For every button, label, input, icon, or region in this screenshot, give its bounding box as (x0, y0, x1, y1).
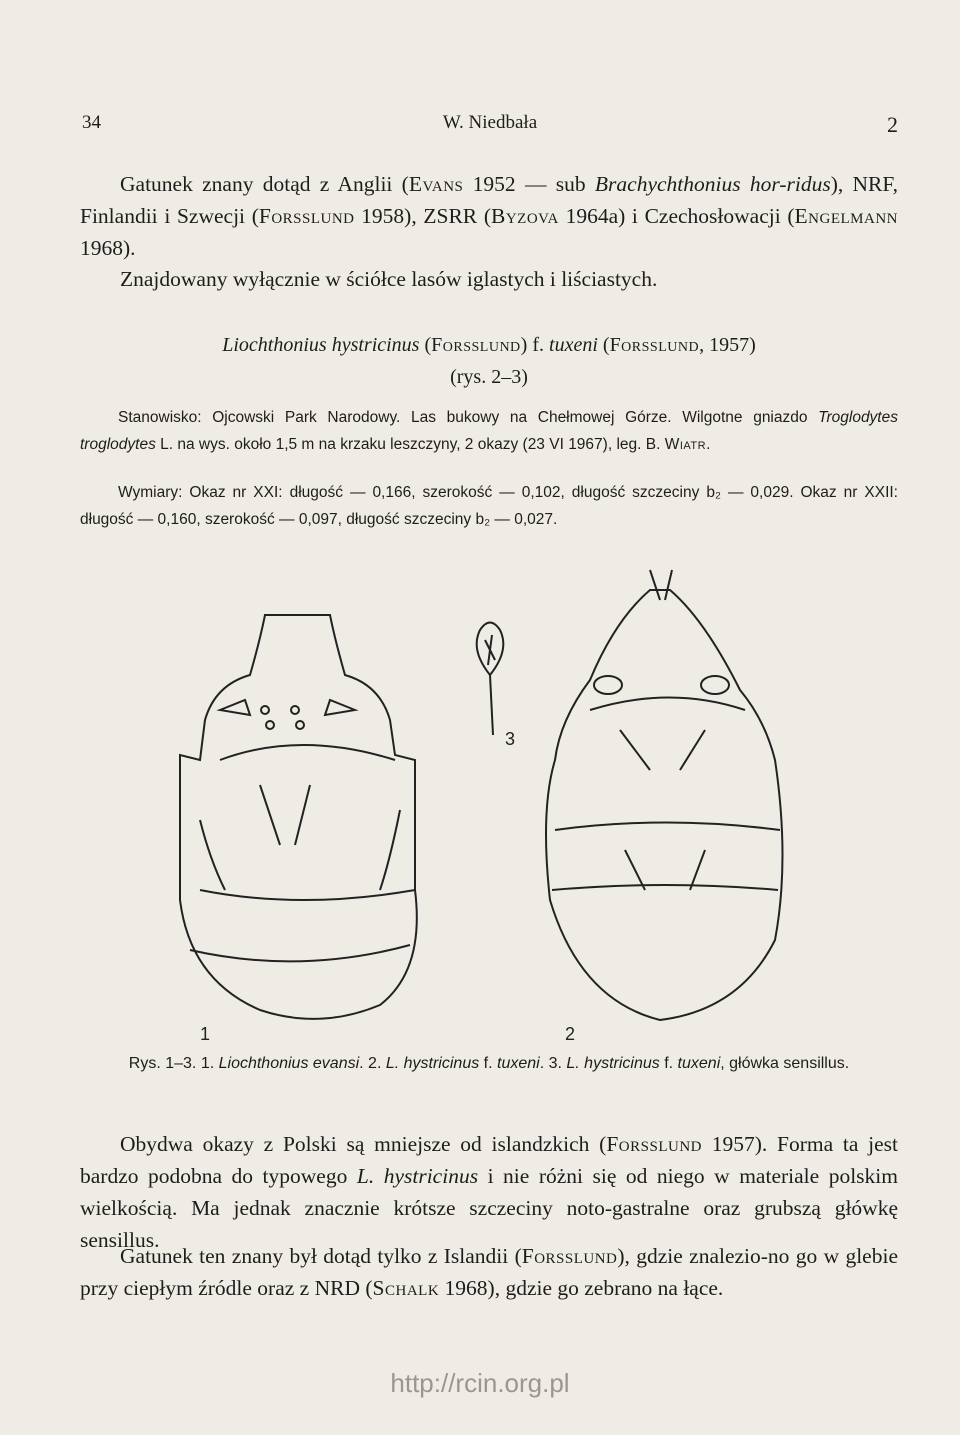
mite-1-drawing (180, 615, 417, 1019)
figure-reference: (rys. 2–3) (450, 366, 528, 388)
locality-paragraph: Stanowisko: Ojcowski Park Narodowy. Las bukowy na Chełmowej Górze. Wilgotne gniazdo Troglodytes troglodytes L. na wys. około 1,5 m na krzaku leszczyny, 2 okazy (23 VI 1967), leg. B. Wiatr. (80, 409, 898, 453)
discussion-paragraph-1: Obydwa okazy z Polski są mniejsze od islandzkich (Forsslund 1957). Forma ta jest bardzo podobna do typowego L. hystricinus i nie różni się od niego w materiale polskim wielkością. Ma jednak znacznie krótsze szczeciny noto-gastralne oraz grubszą główkę sensillus. (80, 1132, 898, 1252)
discussion-paragraph-2: Gatunek ten znany był dotąd tylko z Islandii (Forsslund), gdzie znalezio-no go w glebie przy ciepłym źródle oraz z NRD (Schalk 1968), gdzie go zebrano na łące. (80, 1244, 898, 1300)
mite-2-drawing (546, 570, 783, 1020)
running-author: W. Niedbała (442, 112, 538, 133)
issue-marker: 2 (887, 112, 898, 137)
species-heading: Liochthonius hystricinus (Forsslund) f. tuxeni (Forsslund, 1957) (222, 334, 756, 356)
sensillus-3-drawing (477, 623, 504, 736)
figure-caption: Rys. 1–3. 1. Liochthonius evansi. 2. L. hystricinus f. tuxeni. 3. L. hystricinus f. tuxeni, główka sensillus. (128, 1055, 850, 1072)
figure-label-2: 2 (565, 1024, 576, 1044)
habitat-sentence: Znajdowany wyłącznie w ściółce lasów iglastych i liściastych. (120, 267, 658, 291)
source-watermark-url[interactable]: http://rcin.org.pl (390, 1368, 570, 1398)
intro-paragraph: Gatunek znany dotąd z Anglii (Evans 1952 — sub Brachychthonius hor-ridus), NRF, Finlandii i Szwecji (Forsslund 1958), ZSRR (Byzova 1964a) i Czechosłowacji (Engelmann 1968). (80, 172, 899, 260)
mite-figure (160, 560, 800, 1050)
page-number: 34 (82, 112, 101, 133)
running-header (82, 112, 898, 140)
figure-label-1: 1 (200, 1024, 211, 1044)
figure-label-3: 3 (505, 729, 516, 749)
measurements-paragraph: Wymiary: Okaz nr XXI: długość — 0,166, szerokość — 0,102, długość szczeciny b₂ — 0,029. Okaz nr XXII: długość — 0,160, szerokość — 0,097, długość szczeciny b₂ — 0,027. (80, 484, 898, 528)
